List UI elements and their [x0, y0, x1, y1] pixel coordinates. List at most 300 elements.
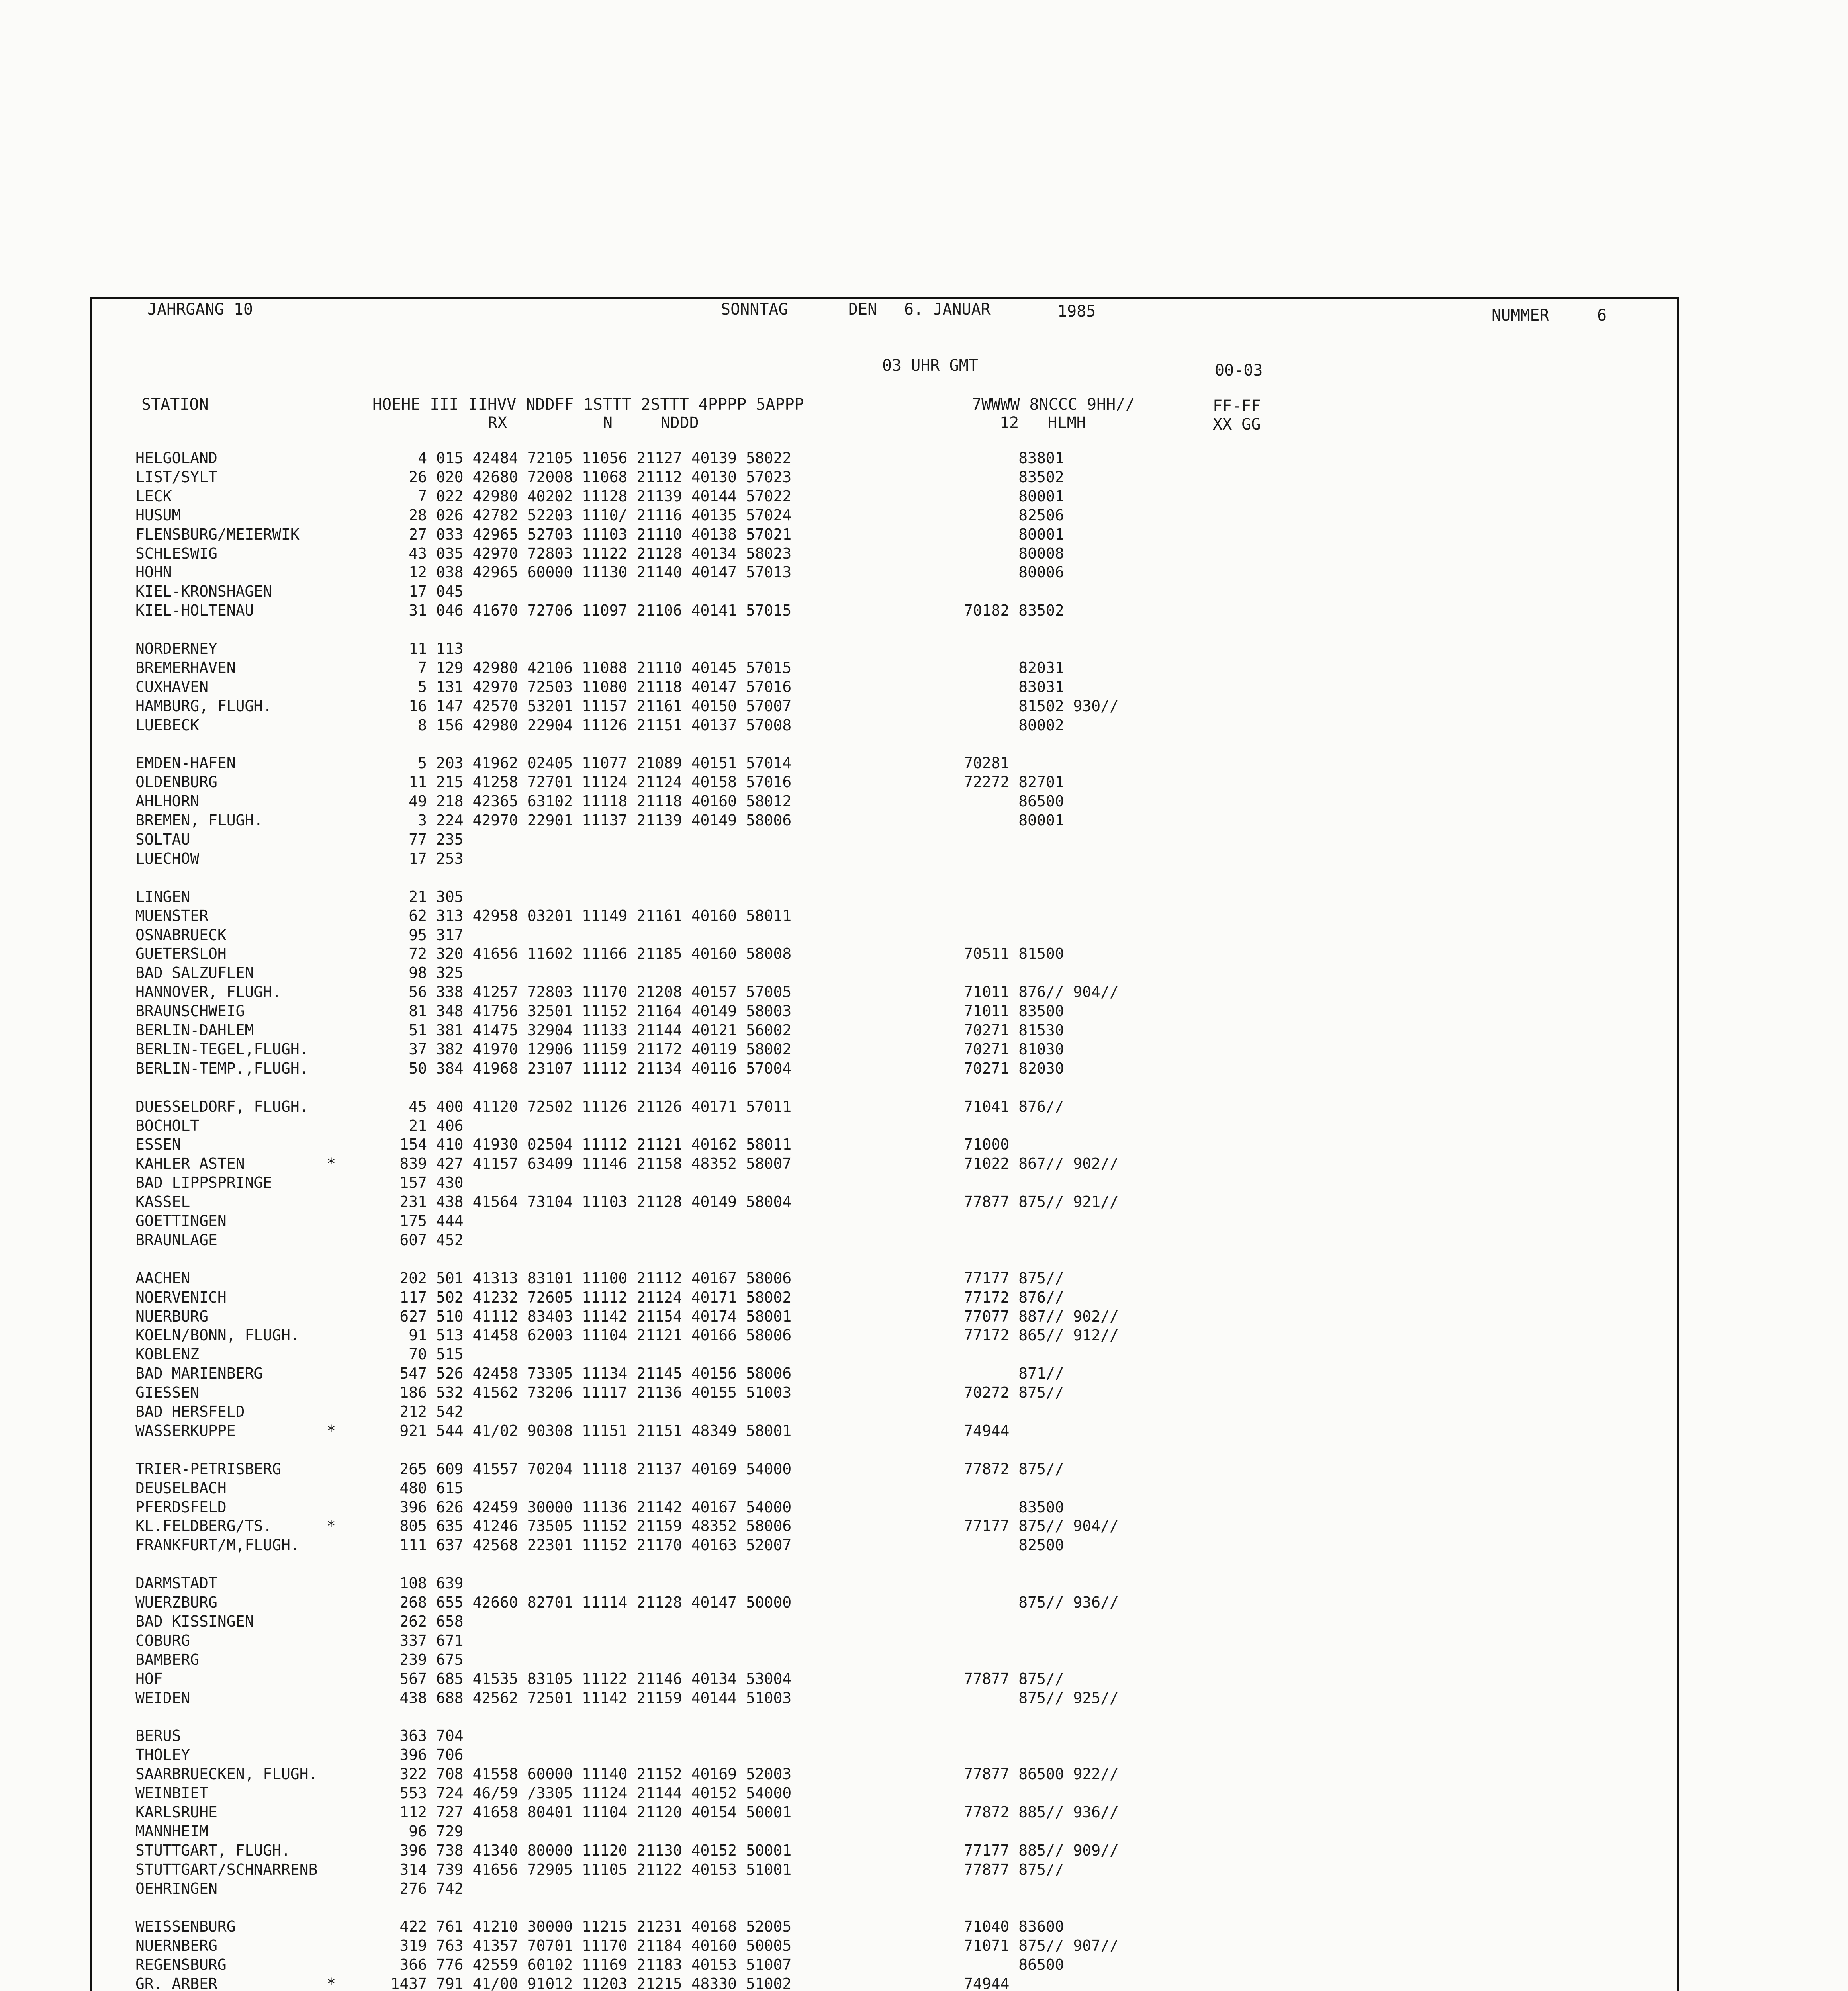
table-row: [0, 982, 1394, 1001]
station-height: 16: [409, 697, 427, 715]
station-name: DEUSELBACH: [135, 1479, 227, 1497]
station-data: 022 42980 40202 11128 21139 40144 57022: [436, 487, 792, 505]
station-height: 81: [409, 1002, 427, 1020]
station-data: 147 42570 53201 11157 21161 40150 57007: [436, 697, 792, 715]
station-name: KL.FELDBERG/TS.: [135, 1517, 272, 1535]
station-height: 11: [409, 773, 427, 791]
station-height: 607: [399, 1231, 427, 1249]
table-row: [0, 773, 1394, 792]
station-name: KOBLENZ: [135, 1346, 200, 1363]
station-data: 020 42680 72008 11068 21112 40130 57023: [436, 468, 792, 486]
station-name: TRIER-PETRISBERG: [135, 1460, 282, 1478]
station-height: 91: [409, 1326, 427, 1344]
station-data: 348 41756 32501 11152 21164 40149 58003: [436, 1002, 792, 1020]
station-height: 98: [409, 964, 427, 982]
station-extra-groups: 74944: [964, 1422, 1010, 1439]
station-height: 627: [399, 1308, 427, 1325]
table-row: [0, 1726, 1394, 1745]
table-row: [0, 1116, 1394, 1135]
station-extra-groups: 871//: [964, 1365, 1064, 1382]
station-name: KASSEL: [135, 1193, 190, 1211]
station-extra-groups: 70511 81500: [964, 945, 1064, 962]
station-height: 396: [399, 1842, 427, 1859]
station-name: ESSEN: [135, 1136, 181, 1153]
station-data: 430: [436, 1174, 464, 1191]
station-height: 77: [409, 831, 427, 848]
table-row: [0, 506, 1394, 525]
station-extra-groups: 71011 876// 904//: [964, 983, 1119, 1001]
table-row: [0, 1421, 1394, 1440]
station-data: 544 41/02 90308 11151 21151 48349 58001: [436, 1422, 792, 1439]
table-row: [0, 544, 1394, 563]
station-extra-groups: 70281: [964, 754, 1010, 772]
station-height: 62: [409, 907, 427, 925]
station-data: 706: [436, 1746, 464, 1764]
station-height: 5: [418, 678, 427, 696]
station-name: BREMERHAVEN: [135, 659, 236, 677]
station-height: 56: [409, 983, 427, 1001]
station-data: 609 41557 70204 11118 21137 40169 54000: [436, 1460, 792, 1478]
station-extra-groups: 71011 83500: [964, 1002, 1064, 1020]
station-extra-groups: 71041 876//: [964, 1098, 1064, 1115]
station-extra-groups: 77877 875// 921//: [964, 1193, 1119, 1211]
table-row: [0, 658, 1394, 677]
table-row: [0, 830, 1394, 849]
station-height: 422: [399, 1918, 427, 1935]
station-name: DUESSELDORF, FLUGH.: [135, 1098, 309, 1115]
station-name: COBURG: [135, 1632, 190, 1649]
table-row: [0, 1059, 1394, 1078]
station-extra-groups: 70271 81030: [964, 1040, 1064, 1058]
station-data: 382 41970 12906 11159 21172 40119 58002: [436, 1040, 792, 1058]
nummer-label: NUMMER: [1492, 306, 1549, 325]
station-data: 501 41313 83101 11100 21112 40167 58006: [436, 1269, 792, 1287]
station-data: 675: [436, 1651, 464, 1668]
station-name: EMDEN-HAFEN: [135, 754, 236, 772]
station-height: 839: [399, 1155, 427, 1172]
table-row: [0, 601, 1394, 620]
station-data: 742: [436, 1880, 464, 1897]
station-height: 438: [399, 1689, 427, 1707]
station-extra-groups: 77877 86500 922//: [964, 1765, 1119, 1783]
station-height: 12: [409, 563, 427, 581]
station-extra-groups: 71000: [964, 1136, 1010, 1153]
station-data: 688 42562 72501 11142 21159 40144 51003: [436, 1689, 792, 1707]
col-header-ff-sub: XX GG: [1213, 415, 1261, 434]
station-height: 314: [399, 1861, 427, 1878]
station-data: 727 41658 80401 11104 21120 40154 50001: [436, 1803, 792, 1821]
table-row: [0, 487, 1394, 506]
station-height: 45: [409, 1098, 427, 1115]
station-extra-groups: 80008: [964, 545, 1064, 562]
table-row: [0, 1345, 1394, 1364]
station-height: 26: [409, 468, 427, 486]
col-header-station: STATION: [141, 395, 209, 414]
station-data: 738 41340 80000 11120 21130 40152 50001: [436, 1842, 792, 1859]
station-height: 547: [399, 1365, 427, 1382]
table-row: [0, 1097, 1394, 1116]
station-name: GR. ARBER: [135, 1975, 217, 1991]
station-extra-groups: 77177 875//: [964, 1269, 1064, 1287]
year-label: 1985: [1057, 302, 1096, 321]
table-row: [0, 1688, 1394, 1707]
station-extra-groups: 83801: [964, 449, 1064, 467]
station-name: FLENSBURG/MEIERWIK: [135, 526, 300, 543]
station-name: KOELN/BONN, FLUGH.: [135, 1326, 300, 1344]
table-row: [0, 1650, 1394, 1669]
table-row: [0, 1631, 1394, 1650]
station-name: STUTTGART, FLUGH.: [135, 1842, 290, 1859]
station-height: 3: [418, 812, 427, 829]
station-extra-groups: 83502: [964, 468, 1064, 486]
station-name: BREMEN, FLUGH.: [135, 812, 263, 829]
station-data: 317: [436, 926, 464, 944]
table-row: [0, 906, 1394, 925]
den-label: DEN: [848, 300, 877, 319]
station-data: 513 41458 62003 11104 21121 40166 58006: [436, 1326, 792, 1344]
station-extra-groups: 77872 885// 936//: [964, 1803, 1119, 1821]
table-row: [0, 1192, 1394, 1211]
station-name: GUETERSLOH: [135, 945, 227, 962]
station-name: KAHLER ASTEN: [135, 1155, 245, 1172]
table-row: [0, 1516, 1394, 1535]
station-data: 400 41120 72502 11126 21126 40171 57011: [436, 1098, 792, 1115]
station-height: 202: [399, 1269, 427, 1287]
station-name: GOETTINGEN: [135, 1212, 227, 1230]
station-height: 154: [399, 1136, 427, 1153]
station-data: 235: [436, 831, 464, 848]
station-name: BAD SALZUFLEN: [135, 964, 254, 982]
station-data: 739 41656 72905 11105 21122 40153 51001: [436, 1861, 792, 1878]
station-extra-groups: 70271 82030: [964, 1060, 1064, 1077]
station-data: 729: [436, 1823, 464, 1840]
col-header-right-sub: 12 HLMH: [1000, 414, 1086, 432]
station-extra-groups: 77077 887// 902//: [964, 1308, 1119, 1325]
station-height: 239: [399, 1651, 427, 1668]
station-data: 658: [436, 1613, 464, 1630]
station-name: BERLIN-TEMP.,FLUGH.: [135, 1060, 309, 1077]
table-row: [0, 849, 1394, 868]
station-extra-groups: 77172 865// 912//: [964, 1326, 1119, 1344]
station-extra-groups: 80001: [964, 812, 1064, 829]
table-row: [0, 563, 1394, 582]
table-row: [0, 753, 1394, 773]
station-name: WASSERKUPPE: [135, 1422, 236, 1439]
station-extra-groups: 70182 83502: [964, 602, 1064, 619]
table-row: [0, 696, 1394, 716]
station-data: 655 42660 82701 11114 21128 40147 50000: [436, 1594, 792, 1611]
station-data: 639: [436, 1574, 464, 1592]
station-name: BAD MARIENBERG: [135, 1365, 263, 1382]
station-name: HANNOVER, FLUGH.: [135, 983, 282, 1001]
station-data: 033 42965 52703 11103 21110 40138 57021: [436, 526, 792, 543]
station-data: 452: [436, 1231, 464, 1249]
station-data: 035 42970 72803 11122 21128 40134 58023: [436, 545, 792, 562]
station-data: 410 41930 02504 11112 21121 40162 58011: [436, 1136, 792, 1153]
table-row: [0, 525, 1394, 544]
station-extra-groups: 77177 875// 904//: [964, 1517, 1119, 1535]
station-extra-groups: 875// 925//: [964, 1689, 1119, 1707]
station-data: 113: [436, 640, 464, 657]
station-name: WEINBIET: [135, 1784, 209, 1802]
station-extra-groups: 83031: [964, 678, 1064, 696]
table-row: [0, 1479, 1394, 1498]
station-name: THOLEY: [135, 1746, 190, 1764]
station-data: 635 41246 73505 11152 21159 48352 58006: [436, 1517, 792, 1535]
station-name: HAMBURG, FLUGH.: [135, 697, 272, 715]
station-height: 27: [409, 526, 427, 543]
station-name: LIST/SYLT: [135, 468, 217, 486]
station-name: HOHN: [135, 563, 172, 581]
station-name: GIESSEN: [135, 1384, 200, 1401]
station-data: 045: [436, 583, 464, 600]
station-data: 438 41564 73104 11103 21128 40149 58004: [436, 1193, 792, 1211]
station-name: HOF: [135, 1670, 163, 1688]
table-row: [0, 1173, 1394, 1192]
station-height: 51: [409, 1021, 427, 1039]
station-data: 384 41968 23107 11112 21134 40116 57004: [436, 1060, 792, 1077]
table-row: [0, 944, 1394, 963]
table-row: [0, 1535, 1394, 1555]
table-row: [0, 1612, 1394, 1631]
station-height: 480: [399, 1479, 427, 1497]
col-header-right: 7WWWW 8NCCC 9HH//: [972, 395, 1135, 414]
station-height: 366: [399, 1956, 427, 1973]
station-height: 43: [409, 545, 427, 562]
station-name: KARLSRUHE: [135, 1803, 217, 1821]
station-height: 21: [409, 888, 427, 906]
table-row: [0, 1955, 1394, 1974]
station-height: 396: [399, 1746, 427, 1764]
station-extra-groups: 77877 875//: [964, 1670, 1064, 1688]
station-height: 111: [399, 1536, 427, 1554]
station-height: 322: [399, 1765, 427, 1783]
station-name: CUXHAVEN: [135, 678, 209, 696]
station-name: SAARBRUECKEN, FLUGH.: [135, 1765, 318, 1783]
station-name: BAD KISSINGEN: [135, 1613, 254, 1630]
station-extra-groups: 80006: [964, 563, 1064, 581]
station-name: KIEL-HOLTENAU: [135, 602, 254, 619]
station-extra-groups: 71022 867// 902//: [964, 1155, 1119, 1172]
station-name: BRAUNSCHWEIG: [135, 1002, 245, 1020]
station-data: 305: [436, 888, 464, 906]
station-height: 112: [399, 1803, 427, 1821]
station-data: 427 41157 63409 11146 21158 48352 58007: [436, 1155, 792, 1172]
station-data: 637 42568 22301 11152 21170 40163 52007: [436, 1536, 792, 1554]
station-data: 444: [436, 1212, 464, 1230]
station-name: MUENSTER: [135, 907, 209, 925]
station-data: 502 41232 72605 11112 21124 40171 58002: [436, 1289, 792, 1306]
station-extra-groups: 74944: [964, 1975, 1010, 1991]
station-name: OLDENBURG: [135, 773, 217, 791]
station-data: 532 41562 73206 11117 21136 40155 51003: [436, 1384, 792, 1401]
station-name: NOERVENICH: [135, 1289, 227, 1306]
station-name: BAD LIPPSPRINGE: [135, 1174, 272, 1191]
table-row: [0, 963, 1394, 982]
table-row: [0, 1021, 1394, 1040]
station-data: 224 42970 22901 11137 21139 40149 58006: [436, 812, 792, 829]
station-name: OSNABRUECK: [135, 926, 227, 944]
station-height: 28: [409, 507, 427, 524]
station-extra-groups: 86500: [964, 1956, 1064, 1973]
table-row: [0, 1745, 1394, 1764]
table-row: [0, 1669, 1394, 1688]
station-height: 17: [409, 850, 427, 867]
station-name: DARMSTADT: [135, 1574, 217, 1592]
station-extra-groups: 82031: [964, 659, 1064, 677]
table-row: [0, 716, 1394, 735]
table-row: [0, 1307, 1394, 1326]
station-data: 253: [436, 850, 464, 867]
station-data: 526 42458 73305 11134 21145 40156 58006: [436, 1365, 792, 1382]
table-row: [0, 1936, 1394, 1955]
table-row: [0, 1040, 1394, 1059]
station-name: NORDERNEY: [135, 640, 217, 657]
station-name: BERLIN-DAHLEM: [135, 1021, 254, 1039]
table-row: [0, 582, 1394, 601]
table-row: [0, 1288, 1394, 1307]
station-name: SOLTAU: [135, 831, 190, 848]
station-data: 671: [436, 1632, 464, 1649]
station-height: 37: [409, 1040, 427, 1058]
station-name: OEHRINGEN: [135, 1880, 217, 1897]
station-extra-groups: 77172 876//: [964, 1289, 1064, 1306]
station-data: 406: [436, 1117, 464, 1134]
table-row: [0, 1784, 1394, 1803]
station-name: WUERZBURG: [135, 1594, 217, 1611]
station-height: 96: [409, 1823, 427, 1840]
station-data: 131 42970 72503 11080 21118 40147 57016: [436, 678, 792, 696]
station-name: NUERNBERG: [135, 1937, 217, 1954]
station-name: STUTTGART/SCHNARRENB: [135, 1861, 318, 1878]
station-height: 262: [399, 1613, 427, 1630]
station-height: 31: [409, 602, 427, 619]
station-extra-groups: 875// 936//: [964, 1594, 1119, 1611]
station-name: BRAUNLAGE: [135, 1231, 217, 1249]
table-row: [0, 1841, 1394, 1860]
table-row: [0, 677, 1394, 696]
table-row: [0, 925, 1394, 945]
station-height: 7: [418, 487, 427, 505]
table-row: [0, 792, 1394, 811]
station-height: 11: [409, 640, 427, 657]
table-row: [0, 1364, 1394, 1383]
station-height: 363: [399, 1727, 427, 1745]
table-row: [0, 1764, 1394, 1784]
mountain-station-mark: *: [327, 1155, 336, 1172]
station-height: 265: [399, 1460, 427, 1478]
table-row: [0, 1860, 1394, 1879]
table-row: [0, 639, 1394, 658]
station-height: 50: [409, 1060, 427, 1077]
station-extra-groups: 77177 885// 909//: [964, 1842, 1119, 1859]
station-name: BERLIN-TEGEL,FLUGH.: [135, 1040, 309, 1058]
table-row: [0, 1498, 1394, 1517]
table-row: [0, 887, 1394, 906]
station-name: MANNHEIM: [135, 1823, 209, 1840]
station-height: 7: [418, 659, 427, 677]
table-row: [0, 811, 1394, 830]
station-height: 212: [399, 1403, 427, 1420]
station-data: 338 41257 72803 11170 21208 40157 57005: [436, 983, 792, 1001]
station-height: 805: [399, 1517, 427, 1535]
table-row: [0, 1974, 1394, 1991]
table-row: [0, 1326, 1394, 1345]
station-height: 186: [399, 1384, 427, 1401]
station-name: LINGEN: [135, 888, 190, 906]
station-height: 21: [409, 1117, 427, 1134]
station-extra-groups: 81502 930//: [964, 697, 1119, 715]
table-row: [0, 1574, 1394, 1593]
table-row: [0, 1383, 1394, 1402]
station-name: WEISSENBURG: [135, 1918, 236, 1935]
station-data: 761 41210 30000 11215 21231 40168 52005: [436, 1918, 792, 1935]
table-row: [0, 1154, 1394, 1173]
table-row: [0, 1135, 1394, 1154]
station-data: 724 46/59 /3305 11124 21144 40152 54000: [436, 1784, 792, 1802]
mountain-station-mark: *: [327, 1422, 336, 1439]
station-name: BAMBERG: [135, 1651, 200, 1668]
station-height: 108: [399, 1574, 427, 1592]
station-name: LECK: [135, 487, 172, 505]
station-extra-groups: 71071 875// 907//: [964, 1937, 1119, 1954]
station-height: 231: [399, 1193, 427, 1211]
station-height: 70: [409, 1346, 427, 1363]
station-height: 175: [399, 1212, 427, 1230]
station-data: 626 42459 30000 11136 21142 40167 54000: [436, 1498, 792, 1516]
table-row: [0, 1269, 1394, 1288]
station-extra-groups: 77872 875//: [964, 1460, 1064, 1478]
station-data: 704: [436, 1727, 464, 1745]
table-row: [0, 1402, 1394, 1421]
station-extra-groups: 72272 82701: [964, 773, 1064, 791]
station-height: 157: [399, 1174, 427, 1191]
station-data: 320 41656 11602 11166 21185 40160 58008: [436, 945, 792, 962]
date-label: 6. JANUAR: [904, 300, 991, 319]
table-row: [0, 1879, 1394, 1898]
jahrgang-label: JAHRGANG 10: [147, 300, 253, 319]
station-data: 313 42958 03201 11149 21161 40160 58011: [436, 907, 792, 925]
station-height: 72: [409, 945, 427, 962]
station-name: HUSUM: [135, 507, 181, 524]
station-data: 038 42965 60000 11130 21140 40147 57013: [436, 563, 792, 581]
station-data: 215 41258 72701 11124 21124 40158 57016: [436, 773, 792, 791]
station-height: 5: [418, 754, 427, 772]
station-height: 337: [399, 1632, 427, 1649]
station-height: 396: [399, 1498, 427, 1516]
mountain-station-mark: *: [327, 1517, 336, 1535]
station-data: 203 41962 02405 11077 21089 40151 57014: [436, 754, 792, 772]
table-row: [0, 1230, 1394, 1250]
station-name: REGENSBURG: [135, 1956, 227, 1973]
station-height: 1437: [390, 1975, 427, 1991]
station-data: 325: [436, 964, 464, 982]
station-data: 763 41357 70701 11170 21184 40160 50005: [436, 1937, 792, 1954]
station-height: 95: [409, 926, 427, 944]
col-header-main-sub: RX N NDDD: [488, 414, 699, 432]
station-height: 567: [399, 1670, 427, 1688]
table-row: [0, 1593, 1394, 1612]
station-name: SCHLESWIG: [135, 545, 217, 562]
station-data: 515: [436, 1346, 464, 1363]
station-name: LUEBECK: [135, 716, 200, 734]
time-title: 03 UHR GMT: [882, 356, 978, 375]
weekday-label: SONNTAG: [721, 300, 788, 319]
station-height: 49: [409, 792, 427, 810]
table-row: [0, 1001, 1394, 1021]
station-data: 708 41558 60000 11140 21152 40169 52003: [436, 1765, 792, 1783]
table-row: [0, 1917, 1394, 1936]
